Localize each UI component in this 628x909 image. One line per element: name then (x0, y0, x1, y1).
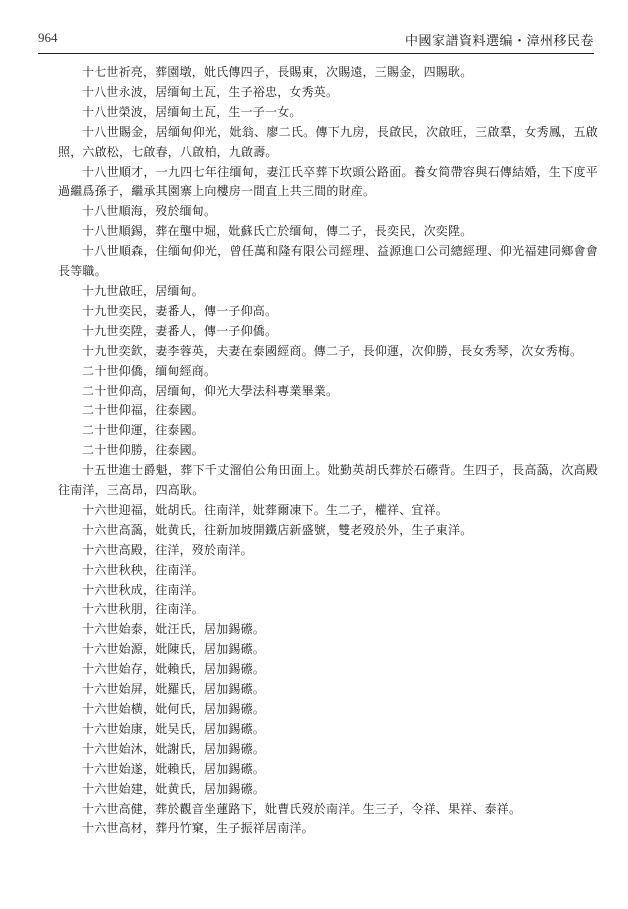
page-header (38, 30, 594, 54)
genealogy-entry: 十六世迎福，妣胡氏。往南洋，妣葬爾凍下。生二子，權祥、宜祥。 (82, 502, 449, 517)
genealogy-entry: 十八世順才，一九四七年往缅甸，妻江氏卒葬下坎頭公路面。養女简帶容與石傳結婚，生下度平過繼爲孫子，繼承其園寨上向樓房一間直上共三間的財産。 (58, 164, 598, 199)
genealogy-entry: 二十世仰勝，往泰國。 (82, 443, 205, 458)
genealogy-entry: 十六世秋朋，往南洋。 (82, 602, 205, 617)
genealogy-entry: 十八世賜金，居缅甸仰光，妣翁、廖二氏。傳下九房，長啟民，次啟旺，三啟羣，女秀鳳，五啟照，六啟松，七啟春，八啟柏，九啟壽。 (58, 124, 598, 159)
page-number: 964 (38, 30, 58, 45)
genealogy-entry: 二十世仰福，往泰國。 (82, 403, 205, 418)
genealogy-entry: 十八世順海，歿於缅甸。 (82, 204, 217, 219)
genealogy-entry: 十六世秋秧，往南洋。 (82, 562, 205, 577)
genealogy-entry: 十九世奕陞，妻番人，傳一子仰僑。 (82, 323, 278, 338)
genealogy-entry: 十六世始沐，妣謝氏，居加錫礤。 (82, 741, 266, 756)
genealogy-entry: 二十世仰僑，缅甸經商。 (82, 363, 217, 378)
genealogy-entry: 十六世始建，妣黄氏，居加錫礤。 (82, 781, 266, 796)
genealogy-entry: 二十世仰高，居缅甸，仰光大學法科專業畢業。 (82, 383, 339, 398)
genealogy-entry: 十六世始康，妣吴氏，居加錫礤。 (82, 721, 266, 736)
genealogy-entry: 十九世啟旺，居缅甸。 (82, 283, 205, 298)
genealogy-entry: 十六世始源，妣陳氏，居加錫礤。 (82, 642, 266, 657)
genealogy-entry: 十九世奕欽，妻李蓉英，夫妻在泰國經商。傳二子，長仰運，次仰勝，長女秀琴，次女秀梅。 (82, 343, 583, 358)
genealogy-entry: 十八世榮波，居缅甸土瓦，生一子一女。 (82, 104, 302, 119)
genealogy-entry: 十六世高藹，妣黄氏，往新加坡開鐵店新盛號，雙老歿於外，生子東洋。 (82, 522, 473, 537)
genealogy-entry: 十六世始存，妣賴氏，居加錫礤。 (82, 662, 266, 677)
running-title: 中國家譜資料選编・漳州移民卷 (404, 34, 594, 49)
genealogy-entry: 十七世祈亮，葬園墩，妣氏傳四子，長賜東，次賜遠，三賜金，四賜耿。 (82, 65, 473, 79)
genealogy-entry: 十五世進士爵魁，葬下千丈溜伯公角田面上。妣勤英胡氏葬於石礤背。生四子，長高藹，次高殿往南洋，三高昂，四高耿。 (58, 463, 598, 498)
genealogy-entry: 十八世順錫，葬在壟中堀，妣蘇氏亡於缅甸，傳二子，長奕民，次奕陞。 (82, 224, 473, 239)
genealogy-entry: 二十世仰運，往泰國。 (82, 423, 205, 438)
genealogy-entry: 十六世秋成，往南洋。 (82, 582, 205, 597)
genealogy-entry: 十八世順森，住缅甸仰光，曾任萬和隆有限公司經理、益源進口公司總經理、仰光福建同鄉會會長等職。 (58, 244, 598, 279)
genealogy-entry: 十八世永波，居缅甸土瓦，生子裕忠，女秀英。 (82, 84, 339, 99)
genealogy-entry: 十六世高健，葬於觀音坐蓮路下，妣曹氏歿於南洋。生三子，令祥、果祥、泰祥。 (82, 801, 522, 816)
genealogy-entry: 十六世高殿，往洋，歿於南洋。 (82, 542, 253, 557)
header-rule (38, 53, 594, 54)
genealogy-entry: 十六世始遂，妣賴氏，居加錫礤。 (82, 761, 266, 776)
genealogy-entry: 十六世始屏，妣羅氏，居加錫礤。 (82, 682, 266, 697)
genealogy-entry: 十九世奕民，妻番人，傳一子仰高。 (82, 303, 278, 318)
genealogy-body (58, 63, 598, 839)
genealogy-entry: 十六世始泰，妣汪氏，居加錫礤。 (82, 622, 266, 637)
genealogy-entry: 十六世始横，妣何氏，居加錫礤。 (82, 702, 266, 716)
genealogy-entry: 十六世高材，葬丹竹窠，生子振祥居南洋。 (82, 821, 314, 836)
